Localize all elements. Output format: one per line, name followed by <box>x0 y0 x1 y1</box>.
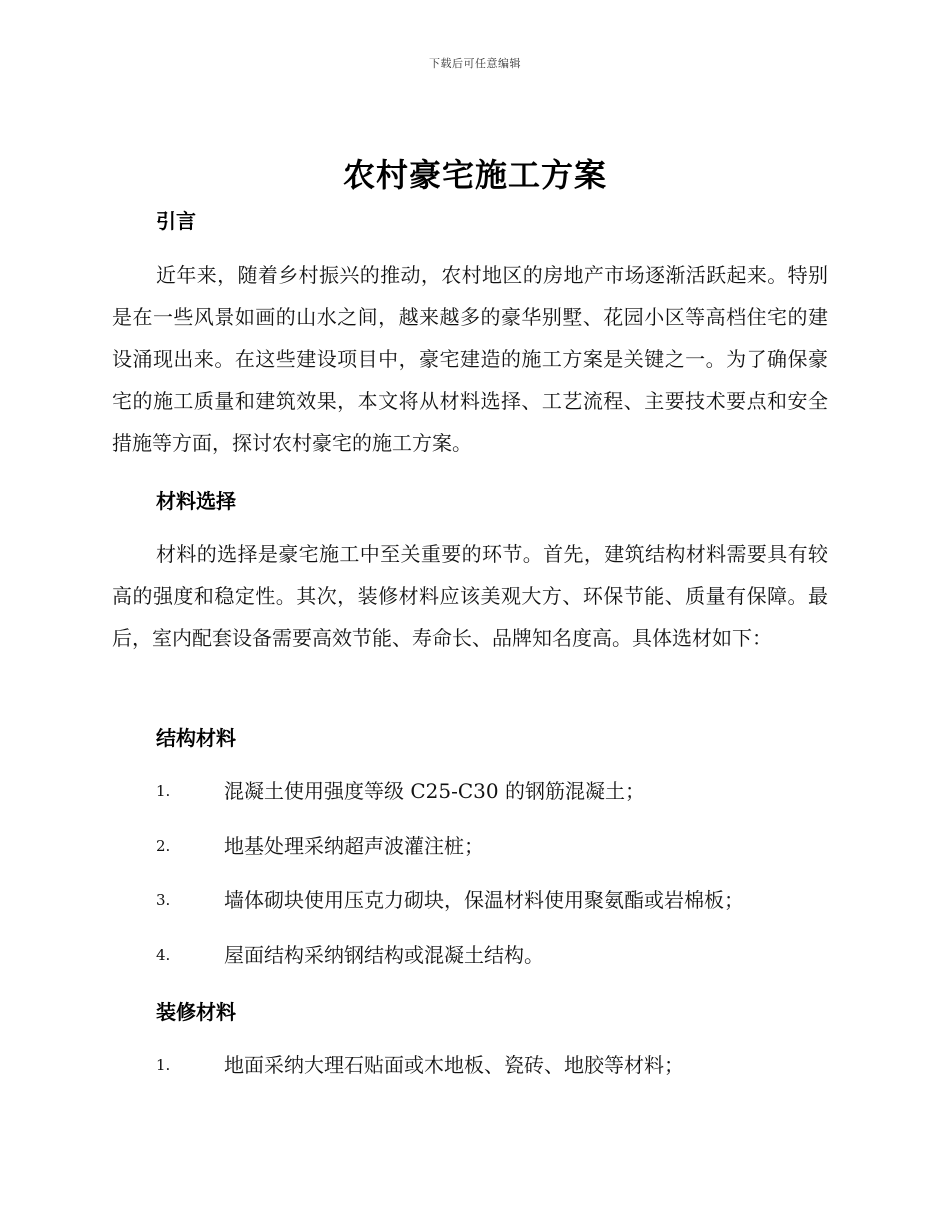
list-item-text: 地基处理采纳超声波灌注桩； <box>224 834 484 858</box>
intro-paragraph: 近年来，随着乡村振兴的推动，农村地区的房地产市场逐渐活跃起来。特别是在一些风景如画的山水之间，越来越多的豪华别墅、花园小区等高档住宅的建设涌现出来。在这些建设项目中，豪宅建造的施工方案是关键之一。为了确保豪宅的施工质量和建筑效果，本文将从材料选择、工艺流程、主要技术要点和安全措施等方面，探讨农村豪宅的施工方案。 <box>112 263 828 455</box>
list-item <box>156 884 836 916</box>
section-heading-materials: 材料选择 <box>156 489 236 513</box>
list-item-number: 1. <box>156 1056 171 1074</box>
list-item-number: 4. <box>156 946 171 964</box>
section-heading-intro: 引言 <box>156 209 196 233</box>
list-item <box>156 775 836 807</box>
list-item <box>156 939 836 971</box>
list-item <box>156 830 836 862</box>
list-item-text: 屋面结构采纳钢结构或混凝土结构。 <box>224 943 544 967</box>
section-heading-structural: 结构材料 <box>156 726 236 750</box>
document-title: 农村豪宅施工方案 <box>342 156 607 194</box>
list-item-number: 1. <box>156 782 171 800</box>
list-item <box>156 1049 836 1081</box>
list-item-text: 墙体砌块使用压克力砌块，保温材料使用聚氨酯或岩棉板； <box>224 888 744 912</box>
section-heading-decoration: 装修材料 <box>156 1000 236 1024</box>
list-item-text: 混凝土使用强度等级 C25-C30 的钢筋混凝土； <box>224 779 645 803</box>
materials-paragraph: 材料的选择是豪宅施工中至关重要的环节。首先，建筑结构材料需要具有较高的强度和稳定性。其次，装修材料应该美观大方、环保节能、质量有保障。最后，室内配套设备需要高效节能、寿命长、品牌知名度高。具体选材如下： <box>112 542 828 650</box>
list-item-number: 2. <box>156 837 171 855</box>
page-header-note: 下载后可任意编辑 <box>429 57 521 70</box>
list-item-text: 地面采纳大理石贴面或木地板、瓷砖、地胶等材料； <box>224 1053 684 1077</box>
list-item-number: 3. <box>156 891 171 909</box>
